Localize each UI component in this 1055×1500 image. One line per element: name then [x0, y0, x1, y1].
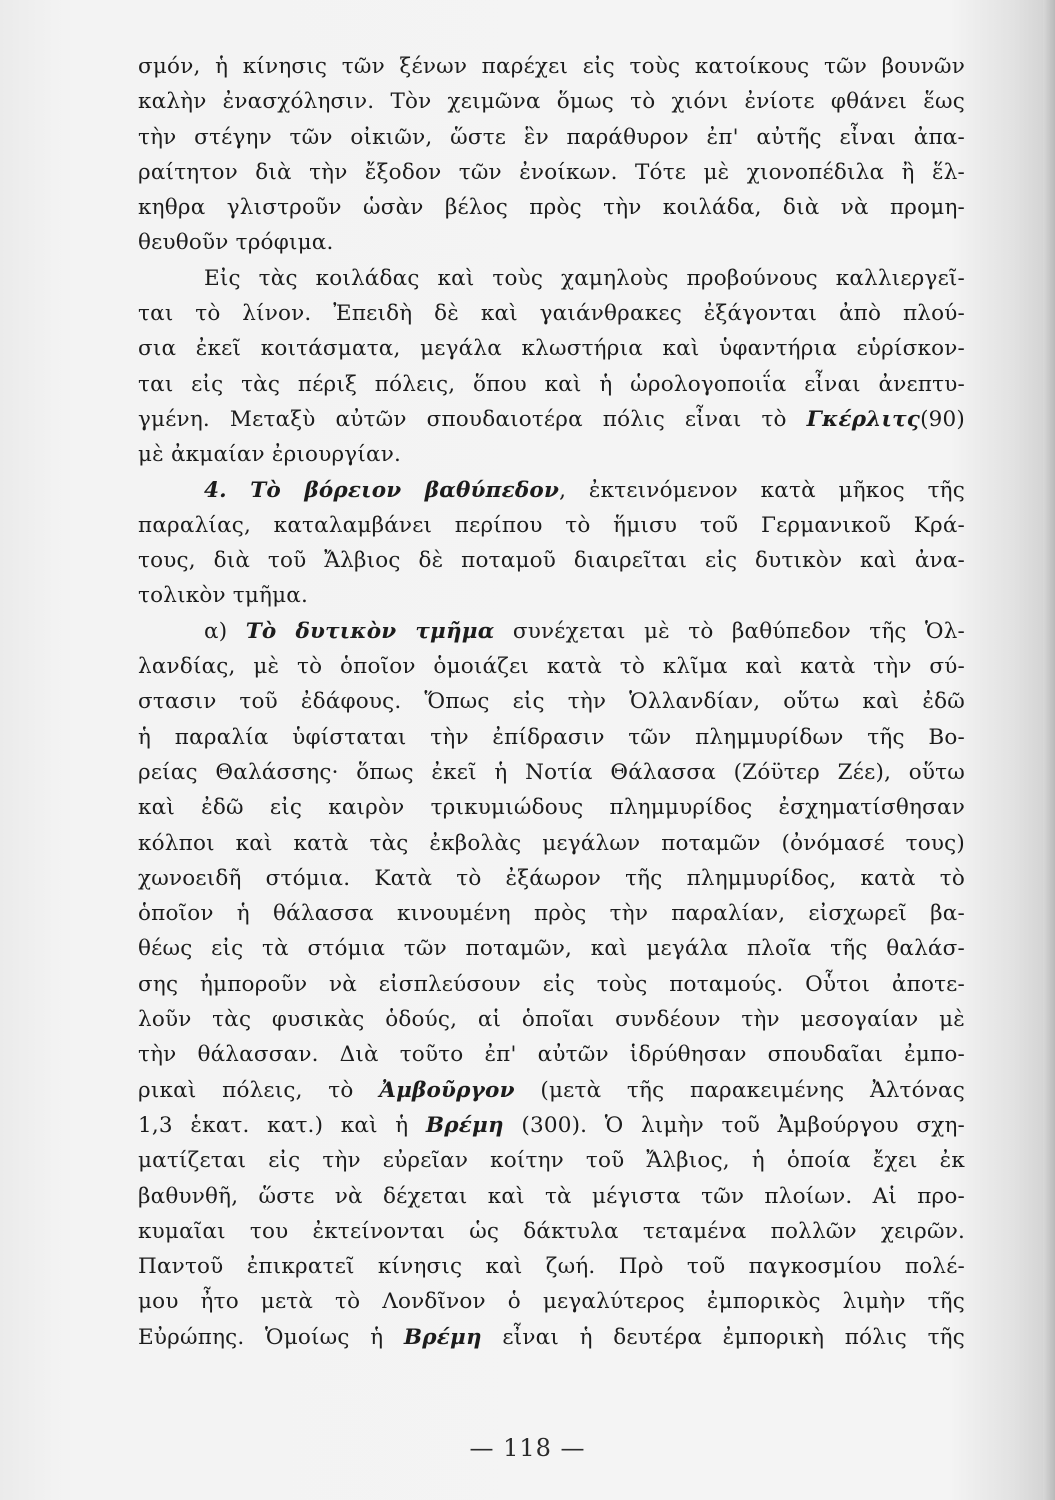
body-text [138, 49, 965, 1355]
text-line: τὴν στέγην τῶν οἰκιῶν, ὥστε ἓν παράθυρον ἐπ' αὐτῆς εἶναι ἀπα- [138, 124, 965, 150]
section-heading: 4. Τὸ βόρειον βαθύπεδον [204, 477, 560, 503]
text-line: ραίτητον διὰ τὴν ἔξοδον τῶν ἐνοίκων. Τότε μὲ χιονοπέδιλα ἢ ἕλ- [138, 159, 965, 185]
text-line [138, 614, 965, 649]
text-line: ται εἰς τὰς πέριξ πόλεις, ὅπου καὶ ἡ ὡρολογοποιΐα εἶναι ἀνεπτυ- [138, 371, 965, 397]
text-line: ὁποῖον ἡ θάλασσα κινουμένη πρὸς τὴν παραλίαν, εἰσχωρεῖ βα- [138, 901, 965, 927]
page-number: — 118 — [469, 1434, 586, 1462]
text-line: ἡ παραλία ὑφίσταται τὴν ἐπίδρασιν τῶν πλημμυρίδων τῆς Βο- [138, 724, 965, 750]
text-run: εἶναι ἡ δευτέρα ἐμπορικὴ πόλις τῆς [481, 1324, 965, 1350]
place-name: Βρέμη [403, 1324, 482, 1350]
text-line: ρείας Θαλάσσης· ὅπως ἐκεῖ ἡ Νοτία Θάλασσα (Ζόϋτερ Ζέε), οὕτω [138, 759, 965, 785]
text-line [138, 402, 965, 437]
text-run: , ἐκτεινόμενον κατὰ μῆκος τῆς [559, 477, 965, 503]
text-line [138, 473, 965, 508]
text-line: μου ἦτο μετὰ τὸ Λονδῖνον ὁ μεγαλύτερος ἐμπορικὸς λιμὴν τῆς [138, 1289, 965, 1315]
text-line: καλὴν ἐνασχόλησιν. Τὸν χειμῶνα ὅμως τὸ χιόνι ἐνίοτε φθάνει ἕως [138, 89, 965, 115]
page-edge-shadow [1043, 0, 1055, 1500]
text-line: βαθυνθῆ, ὥστε νὰ δέχεται καὶ τὰ μέγιστα τῶν πλοίων. Αἱ προ- [138, 1183, 965, 1209]
text-line: καὶ ἐδῶ εἰς καιρὸν τρικυμιώδους πλημμυρίδος ἐσχηματίσθησαν [138, 795, 965, 821]
text-line: κυμαῖαι του ἐκτείνονται ὡς δάκτυλα τεταμένα πολλῶν χειρῶν. [138, 1218, 965, 1244]
text-line: μὲ ἀκμαίαν ἐριουργίαν. [138, 442, 402, 468]
text-run: συνέχεται μὲ τὸ βαθύπεδον τῆς Ὁλ- [494, 618, 965, 644]
text-line: λανδίας, μὲ τὸ ὁποῖον ὁμοιάζει κατὰ τὸ κλῖμα καὶ κατὰ τὴν σύ- [138, 654, 965, 680]
text-run: Εὐρώπης. Ὁμοίως ἡ [138, 1324, 404, 1350]
text-line: σια ἐκεῖ κοιτάσματα, μεγάλα κλωστήρια καὶ ὑφαντήρια εὑρίσκον- [138, 336, 965, 362]
text-run: α) [204, 618, 246, 644]
text-line [138, 1073, 965, 1108]
text-line: ματίζεται εἰς τὴν εὐρεῖαν κοίτην τοῦ Ἄλβιος, ἡ ὁποία ἔχει ἐκ [138, 1148, 965, 1174]
text-line: σης ἠμποροῦν νὰ εἰσπλεύσουν εἰς τοὺς ποταμούς. Οὗτοι ἀποτε- [138, 971, 965, 997]
text-line: Παντοῦ ἐπικρατεῖ κίνησις καὶ ζωή. Πρὸ τοῦ παγκοσμίου πολέ- [138, 1254, 965, 1280]
text-run: (90) [920, 406, 965, 432]
subsection-heading: Τὸ δυτικὸν τμῆμα [245, 618, 495, 644]
text-line: παραλίας, καταλαμβάνει περίπου τὸ ἥμισυ τοῦ Γερμανικοῦ Κρά- [138, 512, 965, 538]
text-line: κηθρα γλιστροῦν ὡσὰν βέλος πρὸς τὴν κοιλάδα, διὰ νὰ προμη- [138, 195, 965, 221]
text-line: θευθοῦν τρόφιμα. [138, 230, 334, 256]
text-line: στασιν τοῦ ἐδάφους. Ὅπως εἰς τὴν Ὁλλανδίαν, οὕτω καὶ ἐδῶ [138, 689, 965, 715]
text-line: σμόν, ἡ κίνησις τῶν ξένων παρέχει εἰς τοὺς κατοίκους τῶν βουνῶν [138, 54, 965, 79]
text-run: 1,3 ἑκατ. κατ.) καὶ ἡ [138, 1112, 426, 1138]
text-line: τολικὸν τμῆμα. [138, 583, 309, 609]
text-line: Εἰς τὰς κοιλάδας καὶ τοὺς χαμηλοὺς προβούνους καλλιεργεῖ- [204, 265, 965, 291]
text-line: ται τὸ λίνον. Ἐπειδὴ δὲ καὶ γαιάνθρακες ἐξάγονται ἀπὸ πλού- [138, 301, 965, 327]
place-name: Βρέμη [425, 1112, 504, 1138]
text-line: χωνοειδῆ στόμια. Κατὰ τὸ ἐξάωρον τῆς πλημμυρίδος, κατὰ τὸ [138, 865, 965, 891]
text-run: γμένη. Μεταξὺ αὐτῶν σπουδαιοτέρα πόλις εἶναι τὸ [138, 406, 807, 432]
text-run: (μετὰ τῆς παρακειμένης Ἀλτόνας [514, 1077, 965, 1103]
text-line [138, 1108, 965, 1143]
text-line: τὴν θάλασσαν. Διὰ τοῦτο ἐπ' αὐτῶν ἱδρύθησαν σπουδαῖαι ἐμπο- [138, 1042, 965, 1068]
text-line [138, 1320, 965, 1355]
text-run: ρικαὶ πόλεις, τὸ [138, 1077, 380, 1103]
place-name: Ἀμβοῦργον [379, 1077, 515, 1103]
text-line: θέως εἰς τὰ στόμια τῶν ποταμῶν, καὶ μεγάλα πλοῖα τῆς θαλάσ- [138, 936, 965, 962]
place-name: Γκέρλιτς [806, 406, 921, 432]
text-line: κόλποι καὶ κατὰ τὰς ἐκβολὰς μεγάλων ποταμῶν (ὀνόμασέ τους) [138, 830, 965, 856]
text-line: τους, διὰ τοῦ Ἄλβιος δὲ ποταμοῦ διαιρεῖται εἰς δυτικὸν καὶ ἀνα- [138, 548, 965, 574]
text-line: λοῦν τὰς φυσικὰς ὁδούς, αἱ ὁποῖαι συνδέουν τὴν μεσογαίαν μὲ [138, 1007, 965, 1033]
text-run: (300). Ὁ λιμὴν τοῦ Ἀμβούργου σχη- [503, 1112, 965, 1138]
